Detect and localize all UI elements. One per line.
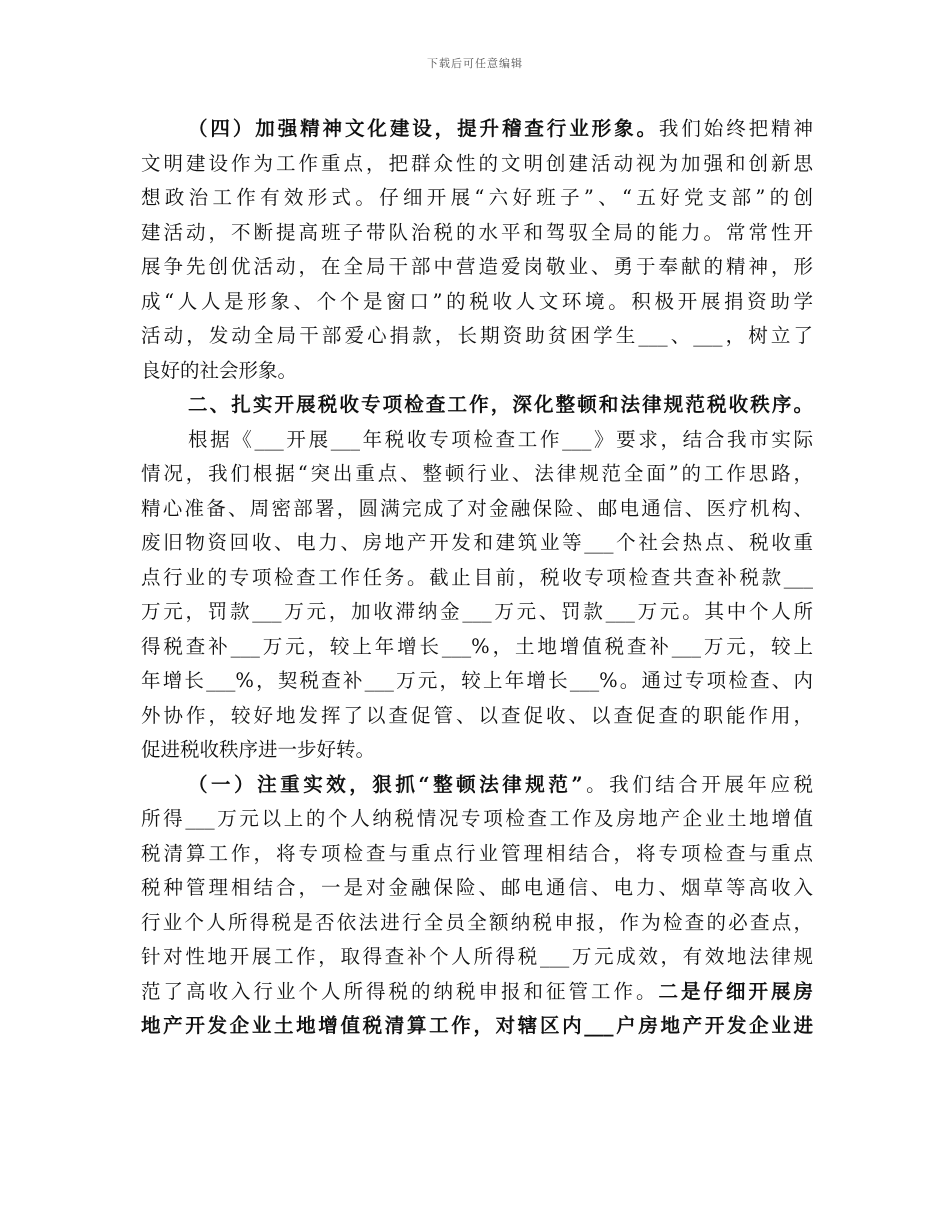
paragraph-line: [141, 492, 813, 527]
paragraph-line: [141, 699, 813, 734]
line-text: 税种管理相结合，一是对金融保险、邮电通信、电力、烟草等高收入: [141, 876, 813, 899]
paragraph-line: [141, 561, 813, 596]
line-text: 地产开发企业土地增值税清算工作，对辖区内___户房地产开发企业进: [141, 1014, 813, 1037]
paragraph-line: [141, 181, 813, 216]
section-heading-1: （一）注重实效，狠抓“整顿法律规范”: [188, 772, 583, 796]
paragraph-line: [141, 733, 813, 768]
paragraph-line: [141, 1009, 813, 1044]
line-text: 得税查补___万元，较上年增长___%，土地增值税查补___万元，较上: [141, 634, 813, 658]
section-heading-2: [141, 388, 813, 423]
section-heading-4: （四）加强精神文化建设，提升稽查行业形象。: [188, 117, 659, 140]
line-text: 年增长___%，契税查补___万元，较上年增长___%。通过专项检查、内: [141, 669, 813, 692]
paragraph-line: [141, 595, 813, 630]
line-text: 展争先创优活动，在全局干部中营造爱岗敬业、勇于奉献的精神，形: [141, 255, 813, 278]
line-text: 成“人人是形象、个个是窗口”的税收人文环境。积极开展捐资助学: [141, 289, 813, 313]
paragraph-line: [141, 975, 813, 1010]
paragraph-line: [141, 871, 813, 906]
heading-text: 二、扎实开展税收专项检查工作，深化整顿和法律规范税收秩序。: [188, 393, 813, 416]
line-text: 我们始终把精神: [658, 117, 813, 140]
paragraph-line: [141, 768, 813, 803]
line-text: 。我们结合开展年应税: [582, 772, 813, 796]
paragraph-line: [141, 250, 813, 285]
line-text: 促进税收秩序进一步好转。: [141, 738, 376, 761]
line-text: 文明建设作为工作重点，把群众性的文明创建活动视为加强和创新思: [141, 151, 813, 175]
line-text: 根据《___开展___年税收专项检查工作___》要求，结合我市实际: [188, 427, 813, 451]
line-text: 想政治工作有效形式。仔细开展“六好班子”、“五好党支部”的创: [141, 186, 813, 209]
line-text: 活动，发动全局干部爱心捐款，长期资助贫困学生___、___，树立了: [141, 324, 813, 347]
line-text: 针对性地开展工作，取得查补个人所得税___万元成效，有效地法律规: [141, 945, 813, 968]
line-text: 建活动，不断提高班子带队治税的水平和驾驭全局的能力。常常性开: [141, 220, 813, 244]
line-text: 万元，罚款___万元，加收滞纳金___万元、罚款___万元。其中个人所: [141, 600, 813, 623]
paragraph-line: [141, 354, 813, 389]
paragraph-line: [141, 216, 813, 251]
line-text: 精心准备、周密部署，圆满完成了对金融保险、邮电通信、医疗机构、: [141, 496, 813, 520]
paragraph-line: [141, 285, 813, 320]
paragraph-line: [141, 906, 813, 941]
line-text: 税清算工作，将专项检查与重点行业管理相结合，将专项检查与重点: [141, 841, 813, 865]
page-header-note: 下载后可任意编辑: [427, 57, 523, 70]
line-text: 外协作，较好地发挥了以查促管、以查促收、以查促查的职能作用，: [141, 703, 813, 727]
paragraph-line: [141, 112, 813, 147]
paragraph-line: [141, 526, 813, 561]
paragraph-line: [141, 940, 813, 975]
paragraph-line: [141, 457, 813, 492]
line-text: 情况，我们根据“突出重点、整顿行业、法律规范全面”的工作思路，: [141, 462, 813, 485]
paragraph-line: [141, 630, 813, 665]
document-body: [141, 112, 813, 1044]
paragraph-line: [141, 664, 813, 699]
line-text: 点行业的专项检查工作任务。截止目前，税收专项检查共查补税款___: [141, 565, 813, 589]
paragraph-line: [141, 837, 813, 872]
line-text: 范了高收入行业个人所得税的纳税申报和征管工作。: [141, 979, 659, 1003]
paragraph-line: [141, 319, 813, 354]
paragraph-line: [141, 802, 813, 837]
paragraph-line: [141, 147, 813, 182]
line-text: 良好的社会形象。: [141, 358, 298, 382]
line-text: 行业个人所得税是否依法进行全员全额纳税申报，作为检查的必查点，: [141, 910, 813, 934]
bold-point-two: 二是仔细开展房: [658, 979, 813, 1003]
paragraph-line: [141, 423, 813, 458]
line-text: 所得___万元以上的个人纳税情况专项检查工作及房地产企业土地增值: [141, 807, 813, 830]
line-text: 废旧物资回收、电力、房地产开发和建筑业等___个社会热点、税收重: [141, 531, 813, 554]
